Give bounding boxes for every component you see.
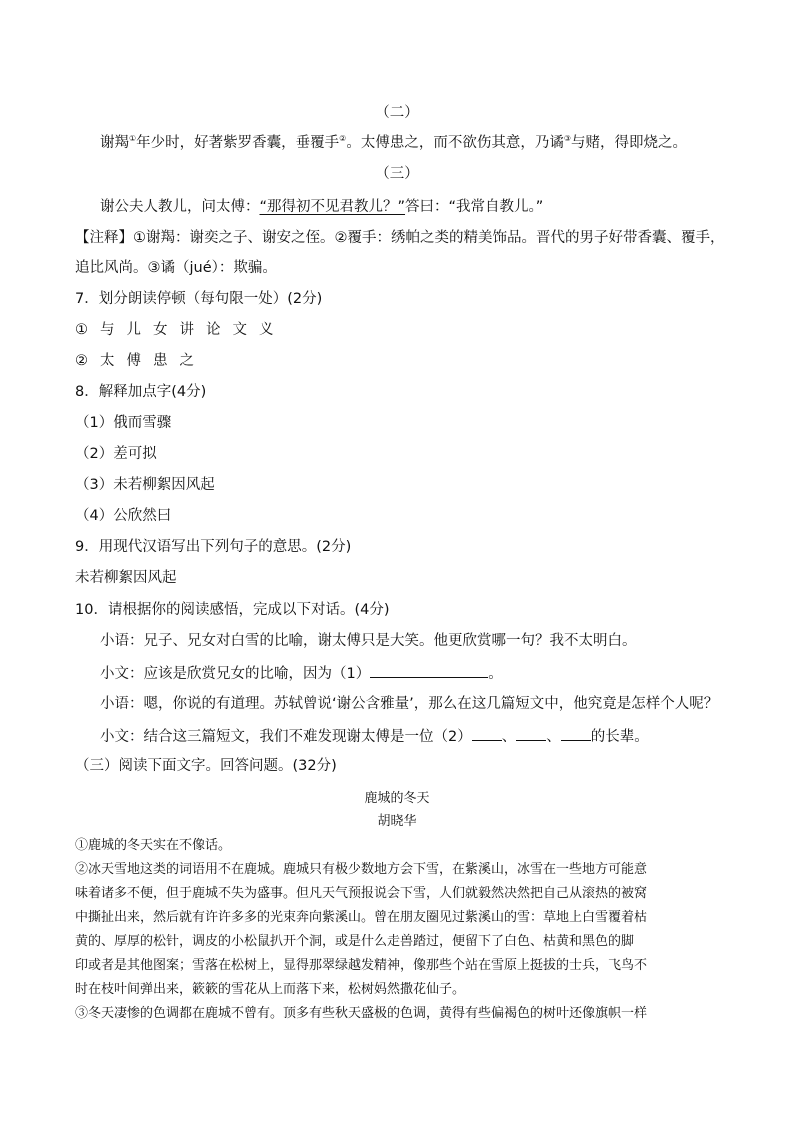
- notes-line-1: 【注释】①谢羯：谢奕之子、谢安之侄。②覆手：绣帕之类的精美饰品。晋代的男子好带香囊、覆手，: [75, 230, 725, 246]
- question-7-title: 7．划分朗读停顿（每句限一处）(2分): [75, 291, 323, 307]
- article-title: 鹿城的冬天: [364, 791, 430, 806]
- answer-blank-2b[interactable]: [516, 726, 546, 741]
- notes-line-2: 追比风尚。③谲（jué）：欺骗。: [75, 260, 277, 276]
- answer-blank-2a[interactable]: [472, 726, 502, 741]
- question-8-item-4: （4）公欣然曰: [75, 508, 172, 524]
- article-paragraph-2-line-2: 味着诸多不便，但于鹿城不失为盛事。但凡天气预报说会下雪，人们就毅然决然把自己从滚热的被窝: [75, 886, 648, 901]
- passage2-heading: （二）: [375, 105, 419, 121]
- question-9-sentence: 未若柳絮因风起: [75, 570, 177, 586]
- footnote-mark: ①: [129, 134, 137, 144]
- dialogue-line-2: 小文：应该是欣赏兄女的比喻，因为（1） 。: [100, 663, 503, 684]
- footnote-mark: ②: [339, 134, 347, 144]
- question-9-title: 9．用现代汉语写出下列句子的意思。(2分): [75, 539, 352, 555]
- underlined-quote: “那得初不见君教儿？”: [259, 199, 406, 215]
- article-paragraph-2-line-4: 黄的、厚厚的松针，调皮的小松鼠扒开个洞，或是什么走兽踏过，便留下了白色、枯黄和黑色的脚: [75, 934, 635, 949]
- footnote-mark: ③: [563, 134, 572, 144]
- question-8-item-2: （2）差可拟: [75, 446, 157, 462]
- article-paragraph-2-line-3: 中撕扯出来，然后就有许许多多的光束奔向紫溪山。曾在朋友圈见过紫溪山的雪：草地上白雪覆着枯: [75, 910, 648, 925]
- passage3-heading: （三）: [375, 166, 419, 182]
- answer-blank-2c[interactable]: [561, 726, 591, 741]
- dialogue-line-1: 小语：兄子、兄女对白雪的比喻，谢太傅只是大笑。他更欣赏哪一句？我不太明白。: [100, 633, 637, 649]
- article-paragraph-2-line-1: ②冰天雪地这类的词语用不在鹿城。鹿城只有极少数地方会下雪，在紫溪山，冰雪在一些地方可能意: [75, 862, 648, 877]
- dialogue-line-3: 小语：嗯，你说的有道理。苏轼曾说‘谢公含雅量’，那么在这几篇短文中，他究竟是怎样个人呢？: [100, 696, 719, 712]
- question-8-title: 8．解释加点字(4分): [75, 384, 207, 400]
- article-paragraph-2-line-5: 印或者是其他图案；雪落在松树上，显得那翠绿越发精神，像那些个站在雪原上挺拔的士兵，飞鸟不: [75, 958, 648, 973]
- dialogue-line-4: 小文：结合这三篇短文，我们不难发现谢太傅是一位（2） 、 、 的长辈。: [100, 726, 649, 747]
- question-8-item-1: （1）俄而雪骤: [75, 415, 172, 431]
- passage2-text: 谢羯①年少时，好著紫罗香囊，垂覆手②。太傅患之，而不欲伤其意，乃谲③与赌，得即烧之。: [100, 134, 688, 151]
- question-7-sentence-1: ①与儿女讲论文义: [75, 322, 286, 338]
- article-author: 胡晓华: [377, 814, 417, 829]
- question-7-sentence-2: ②太傅患之: [75, 353, 206, 369]
- section-3-title: （三）阅读下面文字。回答问题。(32分): [75, 758, 337, 774]
- article-paragraph-1: ①鹿城的冬天实在不像话。: [75, 838, 232, 853]
- article-paragraph-3-line-1: ③冬天凄惨的色调都在鹿城不曾有。顶多有些秋天盛极的色调，黄得有些偏褐色的树叶还像旗帜一样: [75, 1006, 648, 1021]
- question-8-item-3: （3）未若柳絮因风起: [75, 477, 215, 493]
- answer-blank-1[interactable]: [370, 663, 488, 678]
- question-10-title: 10．请根据你的阅读感悟，完成以下对话。(4分): [75, 602, 390, 618]
- article-paragraph-2-line-6: 时在枝叶间弹出来，簌簌的雪花从上而落下来，松树妈然撒花仙子。: [75, 982, 466, 997]
- passage3-text: 谢公夫人教儿，问太傅：“那得初不见君教儿？”答曰：“我常自教儿。”: [100, 199, 544, 215]
